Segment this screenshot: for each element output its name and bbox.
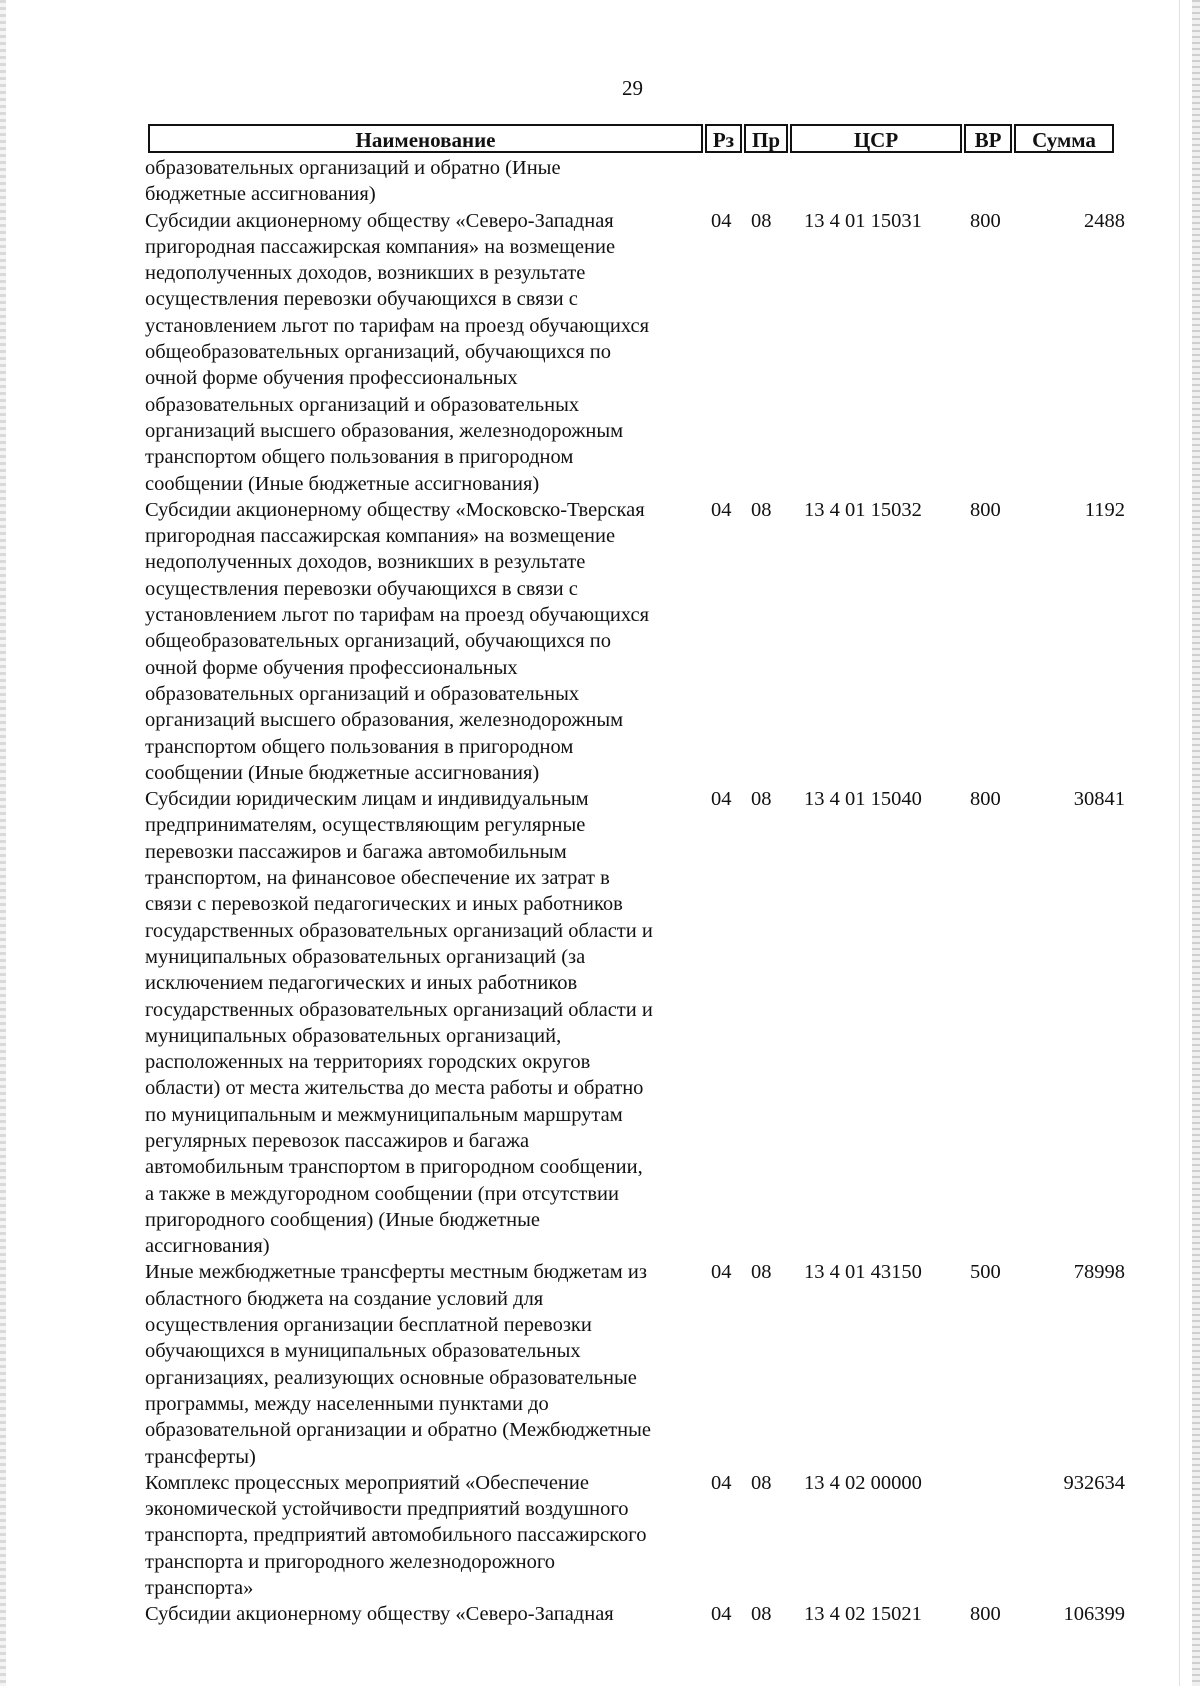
row-name-line: осуществления организации бесплатной перевозки (145, 1314, 592, 1337)
row-name-line: расположенных на территориях городских округов (145, 1051, 591, 1074)
row-name-line: экономической устойчивости предприятий воздушного (145, 1498, 629, 1521)
row-vr: 800 (970, 1603, 1001, 1626)
row-csr: 13 4 02 00000 (804, 1471, 922, 1494)
row-name-line: связи с перевозкой педагогических и иных работников (145, 893, 623, 916)
row-name (145, 155, 700, 208)
row-name-line: установлением льгот по тарифам на проезд обучающихся (145, 604, 650, 627)
table-row (145, 497, 1125, 786)
row-sum: 2488 (1084, 209, 1125, 232)
table-row (145, 1259, 1125, 1469)
row-name-line: осуществления перевозки обучающихся в связи с (145, 288, 578, 311)
row-name-line: Субсидии акционерному обществу «Северо-Западная (145, 1603, 614, 1626)
row-name (145, 497, 700, 786)
header-pr: Пр (744, 124, 788, 153)
table-body (145, 155, 1125, 1628)
row-name (145, 1601, 700, 1627)
row-pr: 08 (751, 1471, 772, 1494)
row-name-line: муниципальных образовательных организаций, (145, 1024, 562, 1047)
row-name-line: транспорта» (145, 1577, 254, 1600)
row-name-line: пригородная пассажирская компания» на возмещение (145, 235, 616, 258)
row-name-line: обучающихся в муниципальных образовательных (145, 1340, 581, 1363)
row-name-line: сообщении (Иные бюджетные ассигнования) (145, 761, 540, 784)
row-name-line: Субсидии юридическим лицам и индивидуальным (145, 788, 589, 811)
row-name-line: транспортом, на финансовое обеспечение их затрат в (145, 867, 610, 890)
row-name-line: очной форме обучения профессиональных (145, 367, 518, 390)
row-name-line: транспортом общего пользования в пригородном (145, 446, 574, 469)
row-name-line: Субсидии акционерному обществу «Московско-Тверская (145, 498, 645, 521)
row-name-line: государственных образовательных организаций области и (145, 919, 653, 942)
row-rz: 04 (711, 1261, 732, 1284)
row-name-line: образовательных организаций и образовательных (145, 682, 580, 705)
row-name (145, 1259, 700, 1469)
row-name-line: Субсидии акционерному обществу «Северо-Западная (145, 209, 614, 232)
row-name-line: транспорта и пригородного железнодорожного (145, 1550, 556, 1573)
row-name-line: а также в междугородном сообщении (при отсутствии (145, 1182, 619, 1205)
row-vr: 800 (970, 209, 1001, 232)
row-name-line: муниципальных образовательных организаций (за (145, 945, 586, 968)
row-rz: 04 (711, 1603, 732, 1626)
row-pr: 08 (751, 209, 772, 232)
row-pr: 08 (751, 498, 772, 521)
row-name-line: пригородная пассажирская компания» на возмещение (145, 525, 616, 548)
header-vr: ВР (964, 124, 1012, 153)
row-name-line: трансферты) (145, 1445, 256, 1468)
row-name (145, 208, 700, 497)
row-csr: 13 4 01 15032 (804, 498, 922, 521)
row-name-line: сообщении (Иные бюджетные ассигнования) (145, 472, 540, 495)
row-csr: 13 4 01 15031 (804, 209, 922, 232)
table-row (145, 1470, 1125, 1601)
table-row (145, 155, 1125, 208)
row-name-line: организациях, реализующих основные образовательные (145, 1366, 637, 1389)
row-vr: 800 (970, 788, 1001, 811)
row-name-line: недополученных доходов, возникших в результате (145, 262, 586, 285)
row-name-line: образовательной организации и обратно (Межбюджетные (145, 1419, 651, 1442)
page-number: 29 (622, 76, 643, 100)
row-rz: 04 (711, 209, 732, 232)
row-pr: 08 (751, 788, 772, 811)
row-name-line: областного бюджета на создание условий для (145, 1287, 544, 1310)
table-row (145, 786, 1125, 1259)
header-csr: ЦСР (790, 124, 962, 153)
row-name-line: осуществления перевозки обучающихся в связи с (145, 577, 578, 600)
row-rz: 04 (711, 1471, 732, 1494)
header-sum: Сумма (1014, 124, 1114, 153)
row-sum: 1192 (1084, 498, 1125, 521)
row-name-line: установлением льгот по тарифам на проезд обучающихся (145, 314, 650, 337)
row-name-line: ассигнования) (145, 1235, 270, 1258)
row-name-line: бюджетные ассигнования) (145, 183, 376, 206)
row-name-line: автомобильным транспортом в пригородном сообщении, (145, 1156, 643, 1179)
row-pr: 08 (751, 1603, 772, 1626)
row-name-line: очной форме обучения профессиональных (145, 656, 518, 679)
row-sum: 106399 (1063, 1603, 1125, 1626)
row-name-line: пригородного сообщения) (Иные бюджетные (145, 1208, 540, 1231)
row-name-line: образовательных организаций и обратно (Иные (145, 157, 561, 179)
row-sum: 78998 (1073, 1261, 1125, 1284)
row-name-line: организаций высшего образования, железнодорожным (145, 419, 624, 442)
row-name-line: предпринимателям, осуществляющим регулярные (145, 814, 586, 837)
row-name-line: Комплекс процессных мероприятий «Обеспечение (145, 1471, 589, 1494)
row-rz: 04 (711, 498, 732, 521)
row-csr: 13 4 02 15021 (804, 1603, 922, 1626)
row-name-line: недополученных доходов, возникших в результате (145, 551, 586, 574)
table-row (145, 208, 1125, 497)
row-name-line: по муниципальным и межмуниципальным маршрутам (145, 1103, 623, 1126)
table-row (145, 1601, 1125, 1627)
row-name (145, 786, 700, 1259)
row-csr: 13 4 01 15040 (804, 788, 922, 811)
row-vr: 800 (970, 498, 1001, 521)
header-name: Наименование (148, 124, 703, 153)
row-name-line: области) от места жительства до места работы и обратно (145, 1077, 644, 1100)
row-name-line: организаций высшего образования, железнодорожным (145, 709, 624, 732)
scan-right-edge (1192, 0, 1200, 1686)
row-name-line: транспортом общего пользования в пригородном (145, 735, 574, 758)
row-rz: 04 (711, 788, 732, 811)
row-name-line: государственных образовательных организаций области и (145, 998, 653, 1021)
row-csr: 13 4 01 43150 (804, 1261, 922, 1284)
row-name-line: исключением педагогических и иных работников (145, 972, 578, 995)
scan-left-edge (0, 0, 6, 1686)
header-rz: Рз (705, 124, 742, 153)
row-name-line: транспорта, предприятий автомобильного пассажирского (145, 1524, 647, 1547)
row-sum: 932634 (1063, 1471, 1125, 1494)
row-sum: 30841 (1073, 788, 1125, 811)
row-pr: 08 (751, 1261, 772, 1284)
scan-fold-line (1179, 0, 1180, 1686)
row-name (145, 1470, 700, 1601)
row-name-line: Иные межбюджетные трансферты местным бюджетам из (145, 1261, 647, 1284)
row-name-line: перевозки пассажиров и багажа автомобильным (145, 840, 567, 863)
row-name-line: общеобразовательных организаций, обучающихся по (145, 630, 612, 653)
row-vr: 500 (970, 1261, 1001, 1284)
row-name-line: регулярных перевозок пассажиров и багажа (145, 1129, 530, 1152)
row-name-line: образовательных организаций и образовательных (145, 393, 580, 416)
row-name-line: программы, между населенными пунктами до (145, 1392, 549, 1415)
row-name-line: общеобразовательных организаций, обучающихся по (145, 341, 612, 364)
